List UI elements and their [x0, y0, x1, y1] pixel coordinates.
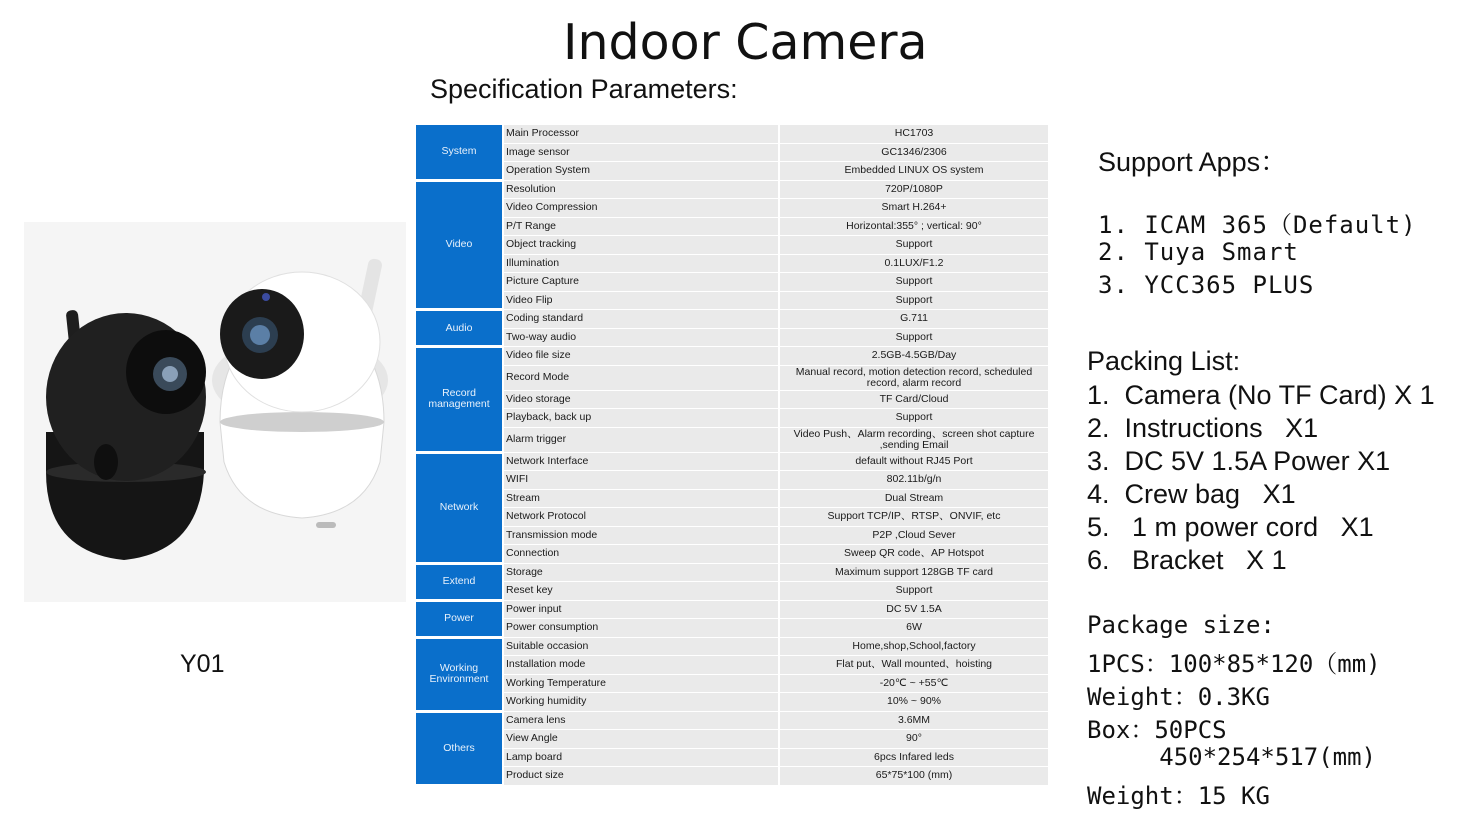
spec-value: 65*75*100 (mm): [779, 767, 1048, 786]
spec-value: Support: [779, 582, 1048, 601]
spec-category: Record management: [416, 347, 503, 453]
spec-name: Power consumption: [503, 619, 779, 638]
spec-row: [416, 217, 1048, 236]
spec-name: Suitable occasion: [503, 637, 779, 656]
spec-row: [416, 526, 1048, 545]
packing-list-title: Packing List:: [1087, 346, 1241, 376]
package-size-section: [1087, 611, 1381, 809]
spec-category: Video: [416, 180, 503, 310]
packing-item: 3. DC 5V 1.5A Power X1: [1087, 446, 1391, 476]
spec-name: Stream: [503, 489, 779, 508]
black-camera-image: [46, 310, 206, 560]
spec-row: [416, 180, 1048, 199]
spec-row: [416, 427, 1048, 452]
spec-name: Reset key: [503, 582, 779, 601]
spec-name: Resolution: [503, 180, 779, 199]
spec-row: [416, 619, 1048, 638]
spec-value: Video Push、Alarm recording、screen shot capture ,sending Email: [779, 427, 1048, 452]
spec-name: Installation mode: [503, 656, 779, 675]
app-item: 3. YCC365 PLUS: [1098, 271, 1315, 299]
spec-value: Horizontal:355° ; vertical: 90°: [779, 217, 1048, 236]
spec-value: Support: [779, 291, 1048, 310]
app-item: 2. Tuya Smart: [1098, 238, 1299, 266]
spec-value: TF Card/Cloud: [779, 390, 1048, 409]
spec-value: Maximum support 128GB TF card: [779, 563, 1048, 582]
spec-row: [416, 236, 1048, 255]
packing-list-section: [1087, 346, 1435, 578]
spec-value: Manual record, motion detection record, scheduled record, alarm record: [779, 365, 1048, 390]
spec-value: 802.11b/g/n: [779, 471, 1048, 490]
spec-value: 0.1LUX/F1.2: [779, 254, 1048, 273]
spec-row: [416, 409, 1048, 428]
spec-value: Smart H.264+: [779, 199, 1048, 218]
packing-item: 4. Crew bag X1: [1087, 479, 1296, 509]
spec-row: [416, 347, 1048, 366]
spec-value: Flat put、Wall mounted、hoisting: [779, 656, 1048, 675]
product-photo: [24, 222, 406, 602]
spec-row: [416, 125, 1048, 143]
spec-subtitle: Specification Parameters:: [430, 74, 738, 104]
spec-value: P2P ,Cloud Sever: [779, 526, 1048, 545]
spec-row: [416, 162, 1048, 181]
spec-name: Illumination: [503, 254, 779, 273]
spec-row: [416, 273, 1048, 292]
spec-name: Video storage: [503, 390, 779, 409]
spec-row: [416, 508, 1048, 527]
spec-value: Support: [779, 409, 1048, 428]
spec-category: System: [416, 125, 503, 180]
packing-item: 6. Bracket X 1: [1087, 545, 1287, 575]
spec-row: [416, 291, 1048, 310]
package-size-title: Package size:: [1087, 611, 1275, 639]
spec-name: P/T Range: [503, 217, 779, 236]
spec-value: default without RJ45 Port: [779, 452, 1048, 471]
spec-category: Extend: [416, 563, 503, 600]
spec-row: [416, 748, 1048, 767]
spec-name: Camera lens: [503, 711, 779, 730]
page-title: Indoor Camera: [563, 14, 928, 71]
spec-name: View Angle: [503, 730, 779, 749]
spec-row: [416, 656, 1048, 675]
packing-item: 1. Camera (No TF Card) X 1: [1087, 380, 1435, 410]
support-apps-section: [1098, 140, 1417, 304]
spec-name: Transmission mode: [503, 526, 779, 545]
spec-row: [416, 489, 1048, 508]
white-camera-image: [212, 258, 388, 528]
package-weight: Weight：0.3KG: [1087, 683, 1270, 711]
spec-value: 2.5GB-4.5GB/Day: [779, 347, 1048, 366]
spec-value: Sweep QR code、AP Hotspot: [779, 545, 1048, 564]
packing-item: 2. Instructions X1: [1087, 413, 1319, 443]
spec-name: Alarm trigger: [503, 427, 779, 452]
spec-name: Main Processor: [503, 125, 779, 143]
spec-name: Working humidity: [503, 693, 779, 712]
spec-name: Record Mode: [503, 365, 779, 390]
spec-value: 6W: [779, 619, 1048, 638]
spec-row: [416, 254, 1048, 273]
spec-row: [416, 143, 1048, 162]
spec-name: Network Protocol: [503, 508, 779, 527]
spec-name: Operation System: [503, 162, 779, 181]
spec-row: [416, 693, 1048, 712]
spec-name: Video Flip: [503, 291, 779, 310]
spec-value: Home,shop,School,factory: [779, 637, 1048, 656]
spec-row: [416, 730, 1048, 749]
spec-name: Power input: [503, 600, 779, 619]
spec-row: [416, 767, 1048, 786]
spec-row: [416, 545, 1048, 564]
spec-row: [416, 637, 1048, 656]
spec-category: Working Environment: [416, 637, 503, 711]
spec-row: [416, 328, 1048, 347]
spec-row: [416, 600, 1048, 619]
spec-name: Video file size: [503, 347, 779, 366]
spec-row: [416, 563, 1048, 582]
spec-name: Storage: [503, 563, 779, 582]
spec-row: [416, 582, 1048, 601]
spec-value: 90°: [779, 730, 1048, 749]
spec-value: 10% ~ 90%: [779, 693, 1048, 712]
spec-row: [416, 452, 1048, 471]
spec-value: 6pcs Infared leds: [779, 748, 1048, 767]
spec-name: Image sensor: [503, 143, 779, 162]
spec-value: GC1346/2306: [779, 143, 1048, 162]
spec-row: [416, 365, 1048, 390]
spec-category: Power: [416, 600, 503, 637]
spec-value: Support TCP/IP、RTSP、ONVIF, etc: [779, 508, 1048, 527]
spec-value: Support: [779, 273, 1048, 292]
spec-name: Product size: [503, 767, 779, 786]
spec-name: Playback, back up: [503, 409, 779, 428]
spec-value: 720P/1080P: [779, 180, 1048, 199]
spec-value: Embedded LINUX OS system: [779, 162, 1048, 181]
spec-row: [416, 711, 1048, 730]
spec-value: G.711: [779, 310, 1048, 329]
spec-category: Network: [416, 452, 503, 563]
spec-name: Two-way audio: [503, 328, 779, 347]
spec-category: Others: [416, 711, 503, 785]
spec-name: WIFI: [503, 471, 779, 490]
spec-value: Support: [779, 328, 1048, 347]
spec-value: 3.6MM: [779, 711, 1048, 730]
spec-name: Connection: [503, 545, 779, 564]
spec-name: Lamp board: [503, 748, 779, 767]
spec-table-container: [416, 125, 1048, 799]
spec-table: [416, 125, 1048, 787]
package-box: Box：50PCS: [1087, 716, 1227, 744]
spec-value: -20℃ ~ +55℃: [779, 674, 1048, 693]
spec-row: [416, 471, 1048, 490]
app-item: 1. ICAM 365（Default): [1098, 211, 1417, 239]
spec-row: [416, 390, 1048, 409]
package-box-weight: Weight：15 KG: [1087, 782, 1270, 810]
packing-item: 5. 1 m power cord X1: [1087, 512, 1374, 542]
spec-value: HC1703: [779, 125, 1048, 143]
spec-value: Support: [779, 236, 1048, 255]
spec-category: Audio: [416, 310, 503, 347]
spec-name: Network Interface: [503, 452, 779, 471]
spec-value: DC 5V 1.5A: [779, 600, 1048, 619]
model-label: Y01: [180, 650, 225, 678]
spec-name: Coding standard: [503, 310, 779, 329]
spec-row: [416, 310, 1048, 329]
spec-row: [416, 199, 1048, 218]
spec-name: Working Temperature: [503, 674, 779, 693]
spec-row: [416, 674, 1048, 693]
spec-name: Picture Capture: [503, 273, 779, 292]
package-pcs: 1PCS：100*85*120（mm): [1087, 650, 1381, 678]
support-apps-title: Support Apps：: [1098, 147, 1288, 177]
spec-value: Dual Stream: [779, 489, 1048, 508]
spec-name: Object tracking: [503, 236, 779, 255]
spec-name: Video Compression: [503, 199, 779, 218]
package-box-size: 450*254*517(mm): [1087, 743, 1376, 771]
